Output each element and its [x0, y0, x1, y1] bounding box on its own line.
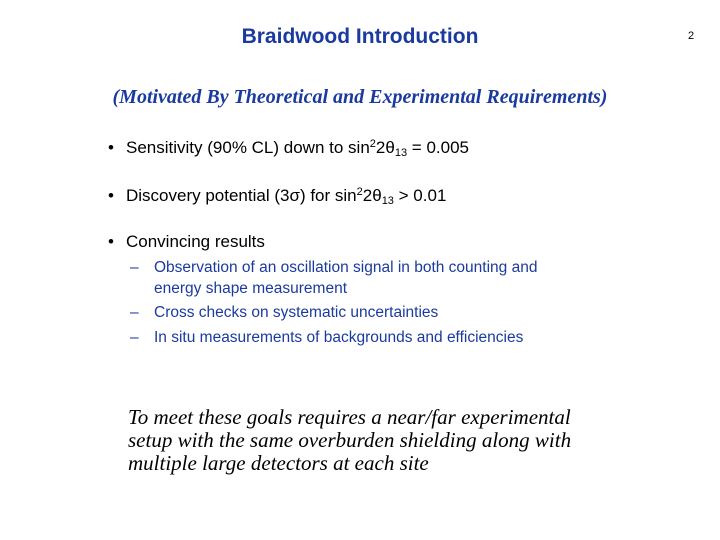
dash-marker: –	[130, 329, 139, 346]
page-number: 2	[688, 30, 695, 42]
subscript: 13	[394, 147, 408, 159]
bullet-text-middle: 2θ	[362, 186, 382, 205]
bullet-sensitivity	[108, 138, 469, 158]
subitem-text: Observation of an oscillation signal in both counting and	[154, 259, 538, 276]
bullet-marker: •	[108, 186, 114, 205]
bullet-discovery	[108, 186, 446, 206]
closing-line: multiple large detectors at each site	[128, 451, 429, 475]
closing-statement	[128, 406, 688, 475]
bullet-marker: •	[108, 232, 114, 251]
subitem-text: Cross checks on systematic uncertainties	[154, 304, 439, 321]
bullet-text-suffix: = 0.005	[407, 138, 469, 157]
slide-title: Braidwood Introduction	[241, 25, 479, 48]
subitem-in-situ	[130, 328, 523, 348]
bullet-text: Convincing results	[126, 232, 265, 251]
subitem-text: In situ measurements of backgrounds and efficiencies	[154, 329, 524, 346]
bullet-convincing	[108, 232, 265, 252]
dash-marker: –	[130, 304, 139, 321]
bullet-text-prefix: Discovery potential (3σ) for sin	[126, 186, 357, 205]
subitem-observation	[130, 258, 537, 278]
bullet-text-prefix: Sensitivity (90% CL) down to sin	[126, 138, 370, 157]
bullet-marker: •	[108, 138, 114, 157]
subitem-cross-checks	[130, 303, 438, 323]
bullet-text-middle: 2θ	[375, 138, 395, 157]
closing-line: setup with the same overburden shielding along with	[128, 428, 572, 452]
slide-subtitle: (Motivated By Theoretical and Experimental Requirements)	[112, 86, 608, 108]
closing-line: To meet these goals requires a near/far experimental	[128, 405, 571, 429]
superscript: 2	[356, 186, 363, 198]
superscript: 2	[369, 138, 376, 150]
dash-marker: –	[130, 259, 139, 276]
subitem-observation-continued: energy shape measurement	[154, 280, 348, 297]
subscript: 13	[381, 195, 394, 207]
bullet-text-suffix: > 0.01	[393, 186, 447, 205]
